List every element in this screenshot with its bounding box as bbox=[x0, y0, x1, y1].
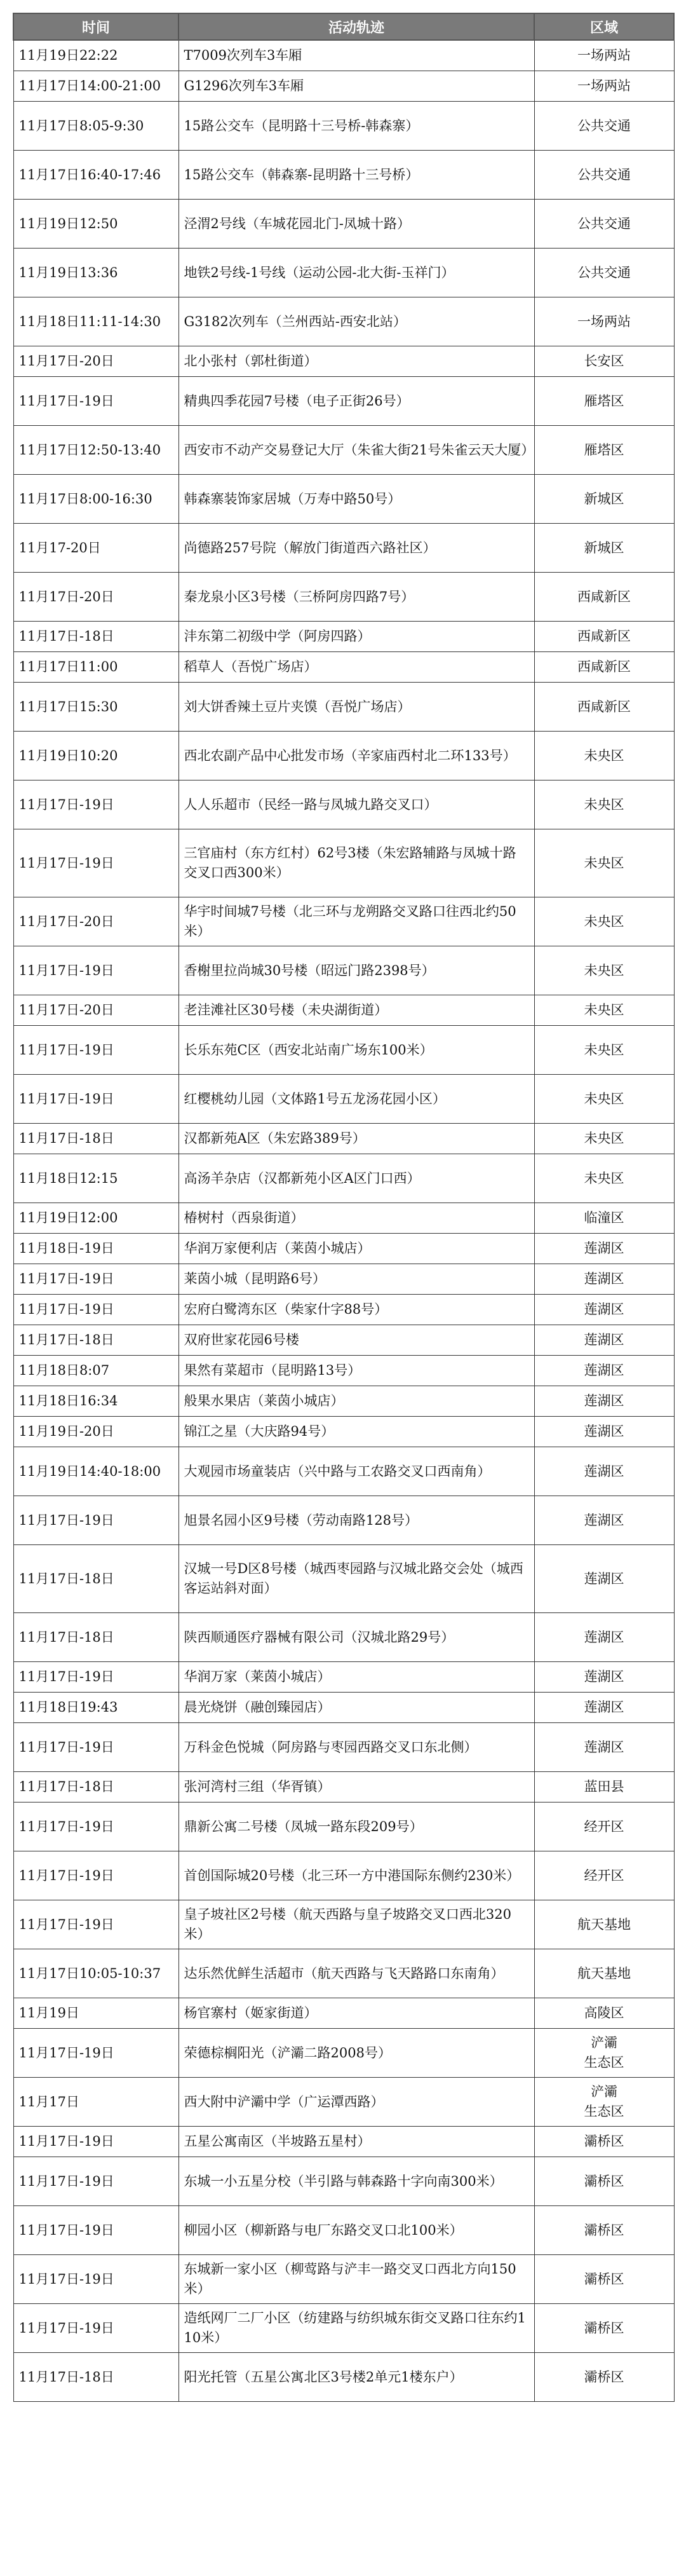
table-row bbox=[13, 622, 674, 652]
cell-area: 莲湖区 bbox=[534, 1723, 674, 1772]
cell-time: 11月19日22:22 bbox=[13, 40, 178, 71]
cell-track: 地铁2号线-1号线（运动公园-北大街-玉祥门） bbox=[178, 249, 534, 297]
cell-area: 航天基地 bbox=[534, 1900, 674, 1949]
cell-time: 11月18日16:34 bbox=[13, 1386, 178, 1417]
cell-time: 11月17-20日 bbox=[13, 524, 178, 573]
cell-track: 精典四季花园7号楼（电子正街26号） bbox=[178, 377, 534, 426]
cell-track: 旭景名园小区9号楼（劳动南路128号） bbox=[178, 1496, 534, 1545]
cell-area: 西咸新区 bbox=[534, 652, 674, 683]
cell-track: 万科金色悦城（阿房路与枣园西路交叉口东北侧） bbox=[178, 1723, 534, 1772]
cell-time: 11月19日10:20 bbox=[13, 732, 178, 780]
cell-time: 11月17日10:05-10:37 bbox=[13, 1949, 178, 1998]
cell-area: 西咸新区 bbox=[534, 573, 674, 622]
cell-area: 公共交通 bbox=[534, 249, 674, 297]
cell-area: 临潼区 bbox=[534, 1203, 674, 1234]
table-row bbox=[13, 573, 674, 622]
cell-area: 莲湖区 bbox=[534, 1386, 674, 1417]
cell-area: 莲湖区 bbox=[534, 1417, 674, 1447]
table-row bbox=[13, 1386, 674, 1417]
cell-time: 11月19日12:00 bbox=[13, 1203, 178, 1234]
cell-time: 11月17日-19日 bbox=[13, 1496, 178, 1545]
cell-track: 稻草人（吾悦广场店） bbox=[178, 652, 534, 683]
table-row bbox=[13, 377, 674, 426]
table-row bbox=[13, 780, 674, 829]
table-row bbox=[13, 40, 674, 71]
cell-area: 长安区 bbox=[534, 346, 674, 377]
table-row bbox=[13, 897, 674, 946]
cell-time: 11月17日-19日 bbox=[13, 1723, 178, 1772]
cell-track: G3182次列车（兰州西站-西安北站） bbox=[178, 297, 534, 346]
table-row bbox=[13, 1203, 674, 1234]
cell-area: 新城区 bbox=[534, 475, 674, 524]
table-row bbox=[13, 1026, 674, 1075]
cell-area: 莲湖区 bbox=[534, 1325, 674, 1356]
cell-area: 莲湖区 bbox=[534, 1295, 674, 1325]
cell-time: 11月19日14:40-18:00 bbox=[13, 1447, 178, 1496]
cell-area: 航天基地 bbox=[534, 1949, 674, 1998]
cell-track: 双府世家花园6号楼 bbox=[178, 1325, 534, 1356]
table-row bbox=[13, 151, 674, 200]
cell-time: 11月18日-19日 bbox=[13, 1234, 178, 1264]
cell-area: 雁塔区 bbox=[534, 426, 674, 475]
cell-track: 香榭里拉尚城30号楼（昭远门路2398号） bbox=[178, 946, 534, 995]
table-row bbox=[13, 2255, 674, 2304]
cell-track: 椿树村（西泉街道） bbox=[178, 1203, 534, 1234]
cell-track: 张河湾村三组（华胥镇） bbox=[178, 1772, 534, 1803]
cell-time: 11月19日 bbox=[13, 1998, 178, 2029]
cell-time: 11月17日-19日 bbox=[13, 1803, 178, 1851]
cell-time: 11月17日15:30 bbox=[13, 683, 178, 732]
cell-area: 浐灞 生态区 bbox=[534, 2029, 674, 2078]
cell-time: 11月17日-19日 bbox=[13, 2304, 178, 2353]
cell-area: 高陵区 bbox=[534, 1998, 674, 2029]
cell-area: 莲湖区 bbox=[534, 1662, 674, 1693]
cell-track: 西北农副产品中心批发市场（辛家庙西村北二环133号） bbox=[178, 732, 534, 780]
cell-time: 11月17日-20日 bbox=[13, 573, 178, 622]
cell-track: 老洼滩社区30号楼（未央湖街道） bbox=[178, 995, 534, 1026]
trajectory-table-container bbox=[13, 13, 673, 2402]
cell-area: 一场两站 bbox=[534, 71, 674, 102]
cell-time: 11月17日-19日 bbox=[13, 2029, 178, 2078]
cell-area: 灞桥区 bbox=[534, 2206, 674, 2255]
table-row bbox=[13, 2127, 674, 2157]
table-row bbox=[13, 829, 674, 897]
cell-area: 灞桥区 bbox=[534, 2157, 674, 2206]
cell-area: 莲湖区 bbox=[534, 1234, 674, 1264]
cell-track: 华宇时间城7号楼（北三环与龙朔路交叉路口往西北约50米） bbox=[178, 897, 534, 946]
cell-time: 11月17日-19日 bbox=[13, 2157, 178, 2206]
table-row bbox=[13, 1613, 674, 1662]
table-row bbox=[13, 995, 674, 1026]
table-row bbox=[13, 1998, 674, 2029]
cell-time: 11月17日-20日 bbox=[13, 346, 178, 377]
cell-track: 15路公交车（昆明路十三号桥-韩森寨） bbox=[178, 102, 534, 151]
cell-area: 莲湖区 bbox=[534, 1447, 674, 1496]
cell-time: 11月17日-19日 bbox=[13, 1851, 178, 1900]
cell-track: 西大附中浐灞中学（广运潭西路） bbox=[178, 2078, 534, 2127]
cell-time: 11月19日13:36 bbox=[13, 249, 178, 297]
cell-area: 西咸新区 bbox=[534, 622, 674, 652]
cell-track: 沣东第二初级中学（阿房四路） bbox=[178, 622, 534, 652]
cell-time: 11月18日19:43 bbox=[13, 1693, 178, 1723]
table-row bbox=[13, 1356, 674, 1386]
table-row bbox=[13, 2353, 674, 2402]
cell-track: 刘大饼香辣土豆片夹馍（吾悦广场店） bbox=[178, 683, 534, 732]
cell-area: 未央区 bbox=[534, 780, 674, 829]
table-row bbox=[13, 1851, 674, 1900]
cell-track: 荣德棕榈阳光（浐灞二路2008号） bbox=[178, 2029, 534, 2078]
cell-time: 11月17日-19日 bbox=[13, 1295, 178, 1325]
cell-time: 11月17日-18日 bbox=[13, 2353, 178, 2402]
table-row bbox=[13, 524, 674, 573]
cell-time: 11月17日-18日 bbox=[13, 1325, 178, 1356]
cell-track: 东城新一家小区（柳莺路与浐丰一路交叉口西北方向150米） bbox=[178, 2255, 534, 2304]
cell-time: 11月17日-18日 bbox=[13, 1545, 178, 1613]
cell-track: 华润万家便利店（莱茵小城店） bbox=[178, 1234, 534, 1264]
cell-area: 莲湖区 bbox=[534, 1613, 674, 1662]
cell-track: 泾渭2号线（车城花园北门-凤城十路） bbox=[178, 200, 534, 249]
cell-track: 人人乐超市（民经一路与凤城九路交叉口） bbox=[178, 780, 534, 829]
cell-track: 西安市不动产交易登记大厅（朱雀大街21号朱雀云天大厦） bbox=[178, 426, 534, 475]
cell-track: 华润万家（莱茵小城店） bbox=[178, 1662, 534, 1693]
cell-time: 11月17日-19日 bbox=[13, 2206, 178, 2255]
table-row bbox=[13, 475, 674, 524]
cell-time: 11月17日-19日 bbox=[13, 1075, 178, 1124]
cell-track: T7009次列车3车厢 bbox=[178, 40, 534, 71]
cell-area: 未央区 bbox=[534, 732, 674, 780]
cell-time: 11月18日11:11-14:30 bbox=[13, 297, 178, 346]
cell-area: 莲湖区 bbox=[534, 1264, 674, 1295]
cell-time: 11月17日-20日 bbox=[13, 897, 178, 946]
cell-time: 11月17日-19日 bbox=[13, 1900, 178, 1949]
cell-track: 秦龙泉小区3号楼（三桥阿房四路7号） bbox=[178, 573, 534, 622]
cell-area: 灞桥区 bbox=[534, 2127, 674, 2157]
cell-area: 公共交通 bbox=[534, 102, 674, 151]
cell-area: 灞桥区 bbox=[534, 2255, 674, 2304]
table-row bbox=[13, 1545, 674, 1613]
cell-area: 莲湖区 bbox=[534, 1693, 674, 1723]
table-row bbox=[13, 2029, 674, 2078]
cell-track: 阳光托管（五星公寓北区3号楼2单元1楼东户） bbox=[178, 2353, 534, 2402]
cell-track: 陕西顺通医疗器械有限公司（汉城北路29号） bbox=[178, 1613, 534, 1662]
cell-track: 东城一小五星分校（半引路与韩森路十字向南300米） bbox=[178, 2157, 534, 2206]
cell-area: 新城区 bbox=[534, 524, 674, 573]
cell-time: 11月17日14:00-21:00 bbox=[13, 71, 178, 102]
cell-area: 灞桥区 bbox=[534, 2304, 674, 2353]
table-row bbox=[13, 1662, 674, 1693]
cell-area: 未央区 bbox=[534, 946, 674, 995]
cell-track: 皇子坡社区2号楼（航天西路与皇子坡路交叉口西北320米） bbox=[178, 1900, 534, 1949]
cell-track: 首创国际城20号楼（北三环一方中港国际东侧约230米） bbox=[178, 1851, 534, 1900]
cell-area: 未央区 bbox=[534, 1124, 674, 1154]
table-row bbox=[13, 426, 674, 475]
cell-time: 11月17日11:00 bbox=[13, 652, 178, 683]
table-header-row bbox=[13, 13, 674, 40]
table-body bbox=[13, 40, 674, 2402]
cell-time: 11月17日-18日 bbox=[13, 622, 178, 652]
cell-track: G1296次列车3车厢 bbox=[178, 71, 534, 102]
cell-area: 经开区 bbox=[534, 1803, 674, 1851]
cell-time: 11月18日8:07 bbox=[13, 1356, 178, 1386]
cell-track: 莱茵小城（昆明路6号） bbox=[178, 1264, 534, 1295]
cell-area: 一场两站 bbox=[534, 297, 674, 346]
table-row bbox=[13, 1325, 674, 1356]
cell-time: 11月17日12:50-13:40 bbox=[13, 426, 178, 475]
header-time: 时间 bbox=[13, 13, 178, 40]
cell-area: 蓝田县 bbox=[534, 1772, 674, 1803]
cell-track: 韩森寨装饰家居城（万寿中路50号） bbox=[178, 475, 534, 524]
table-row bbox=[13, 2206, 674, 2255]
cell-area: 西咸新区 bbox=[534, 683, 674, 732]
cell-area: 公共交通 bbox=[534, 200, 674, 249]
cell-track: 汉都新苑A区（朱宏路389号） bbox=[178, 1124, 534, 1154]
table-row bbox=[13, 249, 674, 297]
table-row bbox=[13, 346, 674, 377]
table-row bbox=[13, 1075, 674, 1124]
cell-time: 11月17日-19日 bbox=[13, 377, 178, 426]
cell-area: 一场两站 bbox=[534, 40, 674, 71]
cell-area: 未央区 bbox=[534, 897, 674, 946]
table-row bbox=[13, 71, 674, 102]
cell-area: 未央区 bbox=[534, 1154, 674, 1203]
cell-time: 11月17日8:00-16:30 bbox=[13, 475, 178, 524]
table-row bbox=[13, 1234, 674, 1264]
table-row bbox=[13, 652, 674, 683]
cell-time: 11月17日-19日 bbox=[13, 780, 178, 829]
table-row bbox=[13, 683, 674, 732]
header-track: 活动轨迹 bbox=[178, 13, 534, 40]
table-row bbox=[13, 946, 674, 995]
table-row bbox=[13, 732, 674, 780]
cell-track: 高汤羊杂店（汉都新苑小区A区门口西） bbox=[178, 1154, 534, 1203]
table-row bbox=[13, 1772, 674, 1803]
cell-area: 未央区 bbox=[534, 1026, 674, 1075]
cell-time: 11月19日12:50 bbox=[13, 200, 178, 249]
cell-area: 未央区 bbox=[534, 1075, 674, 1124]
cell-area: 经开区 bbox=[534, 1851, 674, 1900]
cell-time: 11月19日-20日 bbox=[13, 1417, 178, 1447]
cell-area: 莲湖区 bbox=[534, 1545, 674, 1613]
cell-time: 11月17日-19日 bbox=[13, 1264, 178, 1295]
trajectory-table bbox=[13, 13, 675, 2402]
cell-time: 11月17日-19日 bbox=[13, 1026, 178, 1075]
table-row bbox=[13, 200, 674, 249]
table-row bbox=[13, 102, 674, 151]
table-row bbox=[13, 1124, 674, 1154]
table-row bbox=[13, 297, 674, 346]
table-row bbox=[13, 1295, 674, 1325]
table-row bbox=[13, 1803, 674, 1851]
cell-area: 灞桥区 bbox=[534, 2353, 674, 2402]
table-row bbox=[13, 2078, 674, 2127]
table-row bbox=[13, 1949, 674, 1998]
table-row bbox=[13, 1154, 674, 1203]
cell-track: 大观园市场童装店（兴中路与工农路交叉口西南角） bbox=[178, 1447, 534, 1496]
cell-track: 晨光烧饼（融创臻园店） bbox=[178, 1693, 534, 1723]
cell-time: 11月17日 bbox=[13, 2078, 178, 2127]
table-row bbox=[13, 1447, 674, 1496]
cell-track: 五星公寓南区（半坡路五星村） bbox=[178, 2127, 534, 2157]
cell-time: 11月17日-18日 bbox=[13, 1772, 178, 1803]
cell-area: 莲湖区 bbox=[534, 1496, 674, 1545]
cell-area: 雁塔区 bbox=[534, 377, 674, 426]
header-area: 区域 bbox=[534, 13, 674, 40]
cell-time: 11月17日-19日 bbox=[13, 2255, 178, 2304]
cell-time: 11月17日16:40-17:46 bbox=[13, 151, 178, 200]
table-row bbox=[13, 1496, 674, 1545]
cell-area: 浐灞 生态区 bbox=[534, 2078, 674, 2127]
cell-track: 汉城一号D区8号楼（城西枣园路与汉城北路交会处（城西客运站斜对面） bbox=[178, 1545, 534, 1613]
cell-time: 11月18日12:15 bbox=[13, 1154, 178, 1203]
cell-area: 莲湖区 bbox=[534, 1356, 674, 1386]
cell-track: 柳园小区（柳新路与电厂东路交叉口北100米） bbox=[178, 2206, 534, 2255]
cell-track: 宏府白鹭湾东区（柴家什字88号） bbox=[178, 1295, 534, 1325]
table-row bbox=[13, 2304, 674, 2353]
table-row bbox=[13, 1723, 674, 1772]
cell-time: 11月17日-19日 bbox=[13, 946, 178, 995]
table-row bbox=[13, 1417, 674, 1447]
cell-time: 11月17日-18日 bbox=[13, 1613, 178, 1662]
cell-track: 造纸网厂二厂小区（纺建路与纺织城东街交叉路口往东约110米） bbox=[178, 2304, 534, 2353]
table-row bbox=[13, 1264, 674, 1295]
cell-time: 11月17日-19日 bbox=[13, 1662, 178, 1693]
cell-track: 15路公交车（韩森寨-昆明路十三号桥） bbox=[178, 151, 534, 200]
cell-track: 长乐东苑C区（西安北站南广场东100米） bbox=[178, 1026, 534, 1075]
cell-time: 11月17日-18日 bbox=[13, 1124, 178, 1154]
cell-time: 11月17日8:05-9:30 bbox=[13, 102, 178, 151]
cell-time: 11月17日-20日 bbox=[13, 995, 178, 1026]
cell-track: 红樱桃幼儿园（文体路1号五龙汤花园小区） bbox=[178, 1075, 534, 1124]
cell-track: 鼎新公寓二号楼（凤城一路东段209号） bbox=[178, 1803, 534, 1851]
cell-area: 公共交通 bbox=[534, 151, 674, 200]
cell-track: 尚德路257号院（解放门街道西六路社区） bbox=[178, 524, 534, 573]
cell-track: 果然有菜超市（昆明路13号） bbox=[178, 1356, 534, 1386]
cell-time: 11月17日-19日 bbox=[13, 829, 178, 897]
cell-track: 杨官寨村（姬家街道） bbox=[178, 1998, 534, 2029]
cell-area: 未央区 bbox=[534, 995, 674, 1026]
table-row bbox=[13, 2157, 674, 2206]
cell-track: 锦江之星（大庆路94号） bbox=[178, 1417, 534, 1447]
table-row bbox=[13, 1900, 674, 1949]
cell-track: 北小张村（郭杜街道） bbox=[178, 346, 534, 377]
cell-track: 般果水果店（莱茵小城店） bbox=[178, 1386, 534, 1417]
cell-track: 达乐然优鲜生活超市（航天西路与飞天路路口东南角） bbox=[178, 1949, 534, 1998]
cell-area: 未央区 bbox=[534, 829, 674, 897]
cell-track: 三官庙村（东方红村）62号3楼（朱宏路辅路与凤城十路交叉口西300米） bbox=[178, 829, 534, 897]
table-row bbox=[13, 1693, 674, 1723]
cell-time: 11月17日-19日 bbox=[13, 2127, 178, 2157]
